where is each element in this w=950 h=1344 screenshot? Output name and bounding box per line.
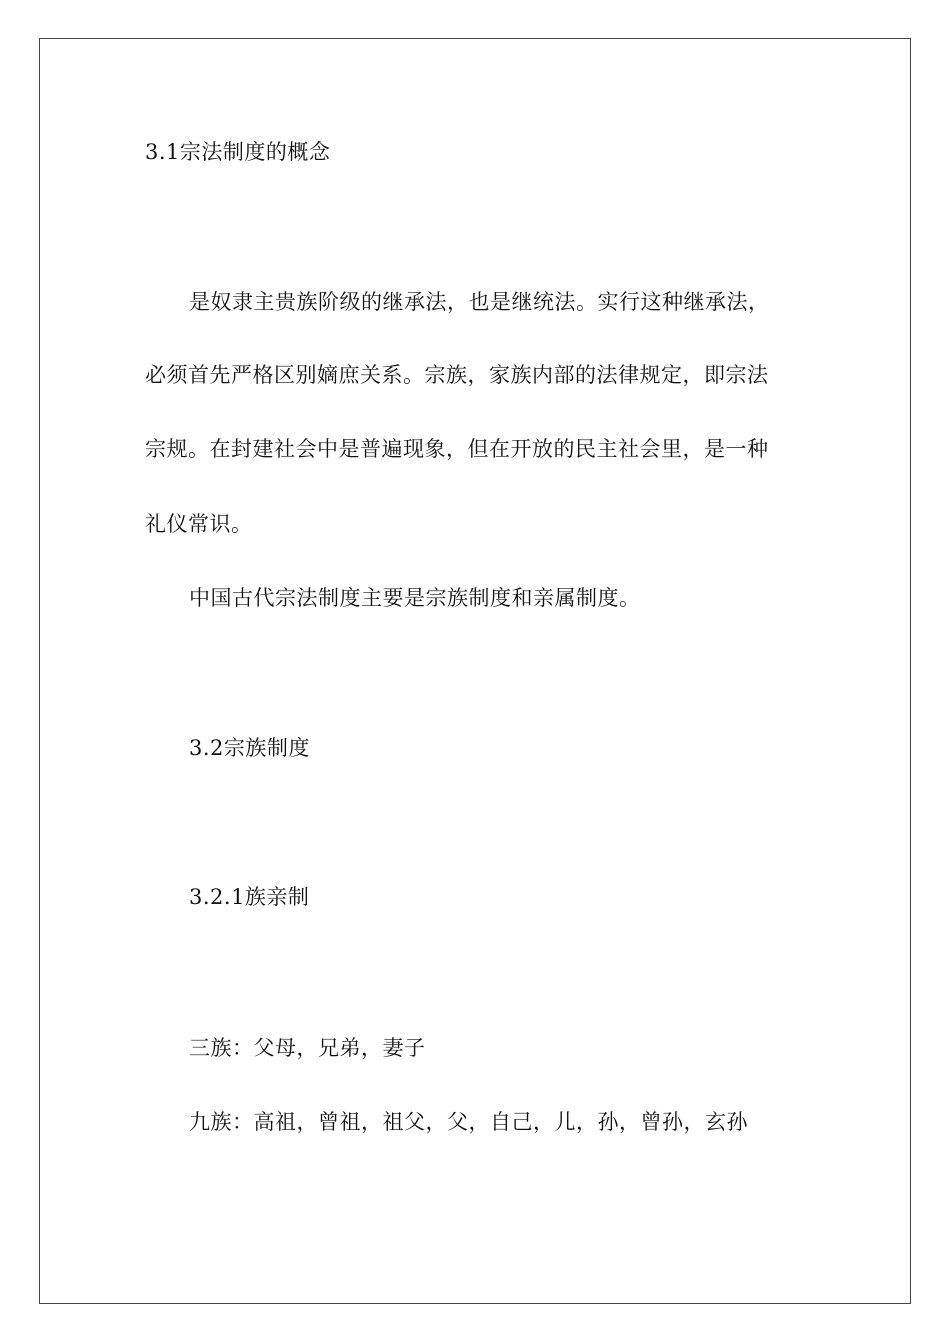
san-zu-line: 三族：父母，兄弟，妻子 (189, 1036, 426, 1060)
section-heading-3-2-1: 3.2.1族亲制 (189, 885, 310, 909)
section-heading-3-2: 3.2宗族制度 (189, 736, 310, 760)
paragraph-line: 是奴隶主贵族阶级的继承法，也是继统法。实行这种继承法， (189, 290, 770, 314)
jiu-zu-line: 九族：高祖，曾祖，祖父，父，自己，儿，孙，曾孙，玄孙 (189, 1110, 748, 1134)
paragraph-summary: 中国古代宗法制度主要是宗族制度和亲属制度。 (189, 586, 641, 610)
section-heading-3-1: 3.1宗法制度的概念 (145, 140, 331, 164)
paragraph-line: 礼仪常识。 (145, 512, 253, 536)
paragraph-line: 宗规。在封建社会中是普遍现象，但在开放的民主社会里，是一种 (145, 437, 769, 461)
paragraph-line: 必须首先严格区别嫡庶关系。宗族，家族内部的法律规定，即宗法 (145, 363, 769, 387)
